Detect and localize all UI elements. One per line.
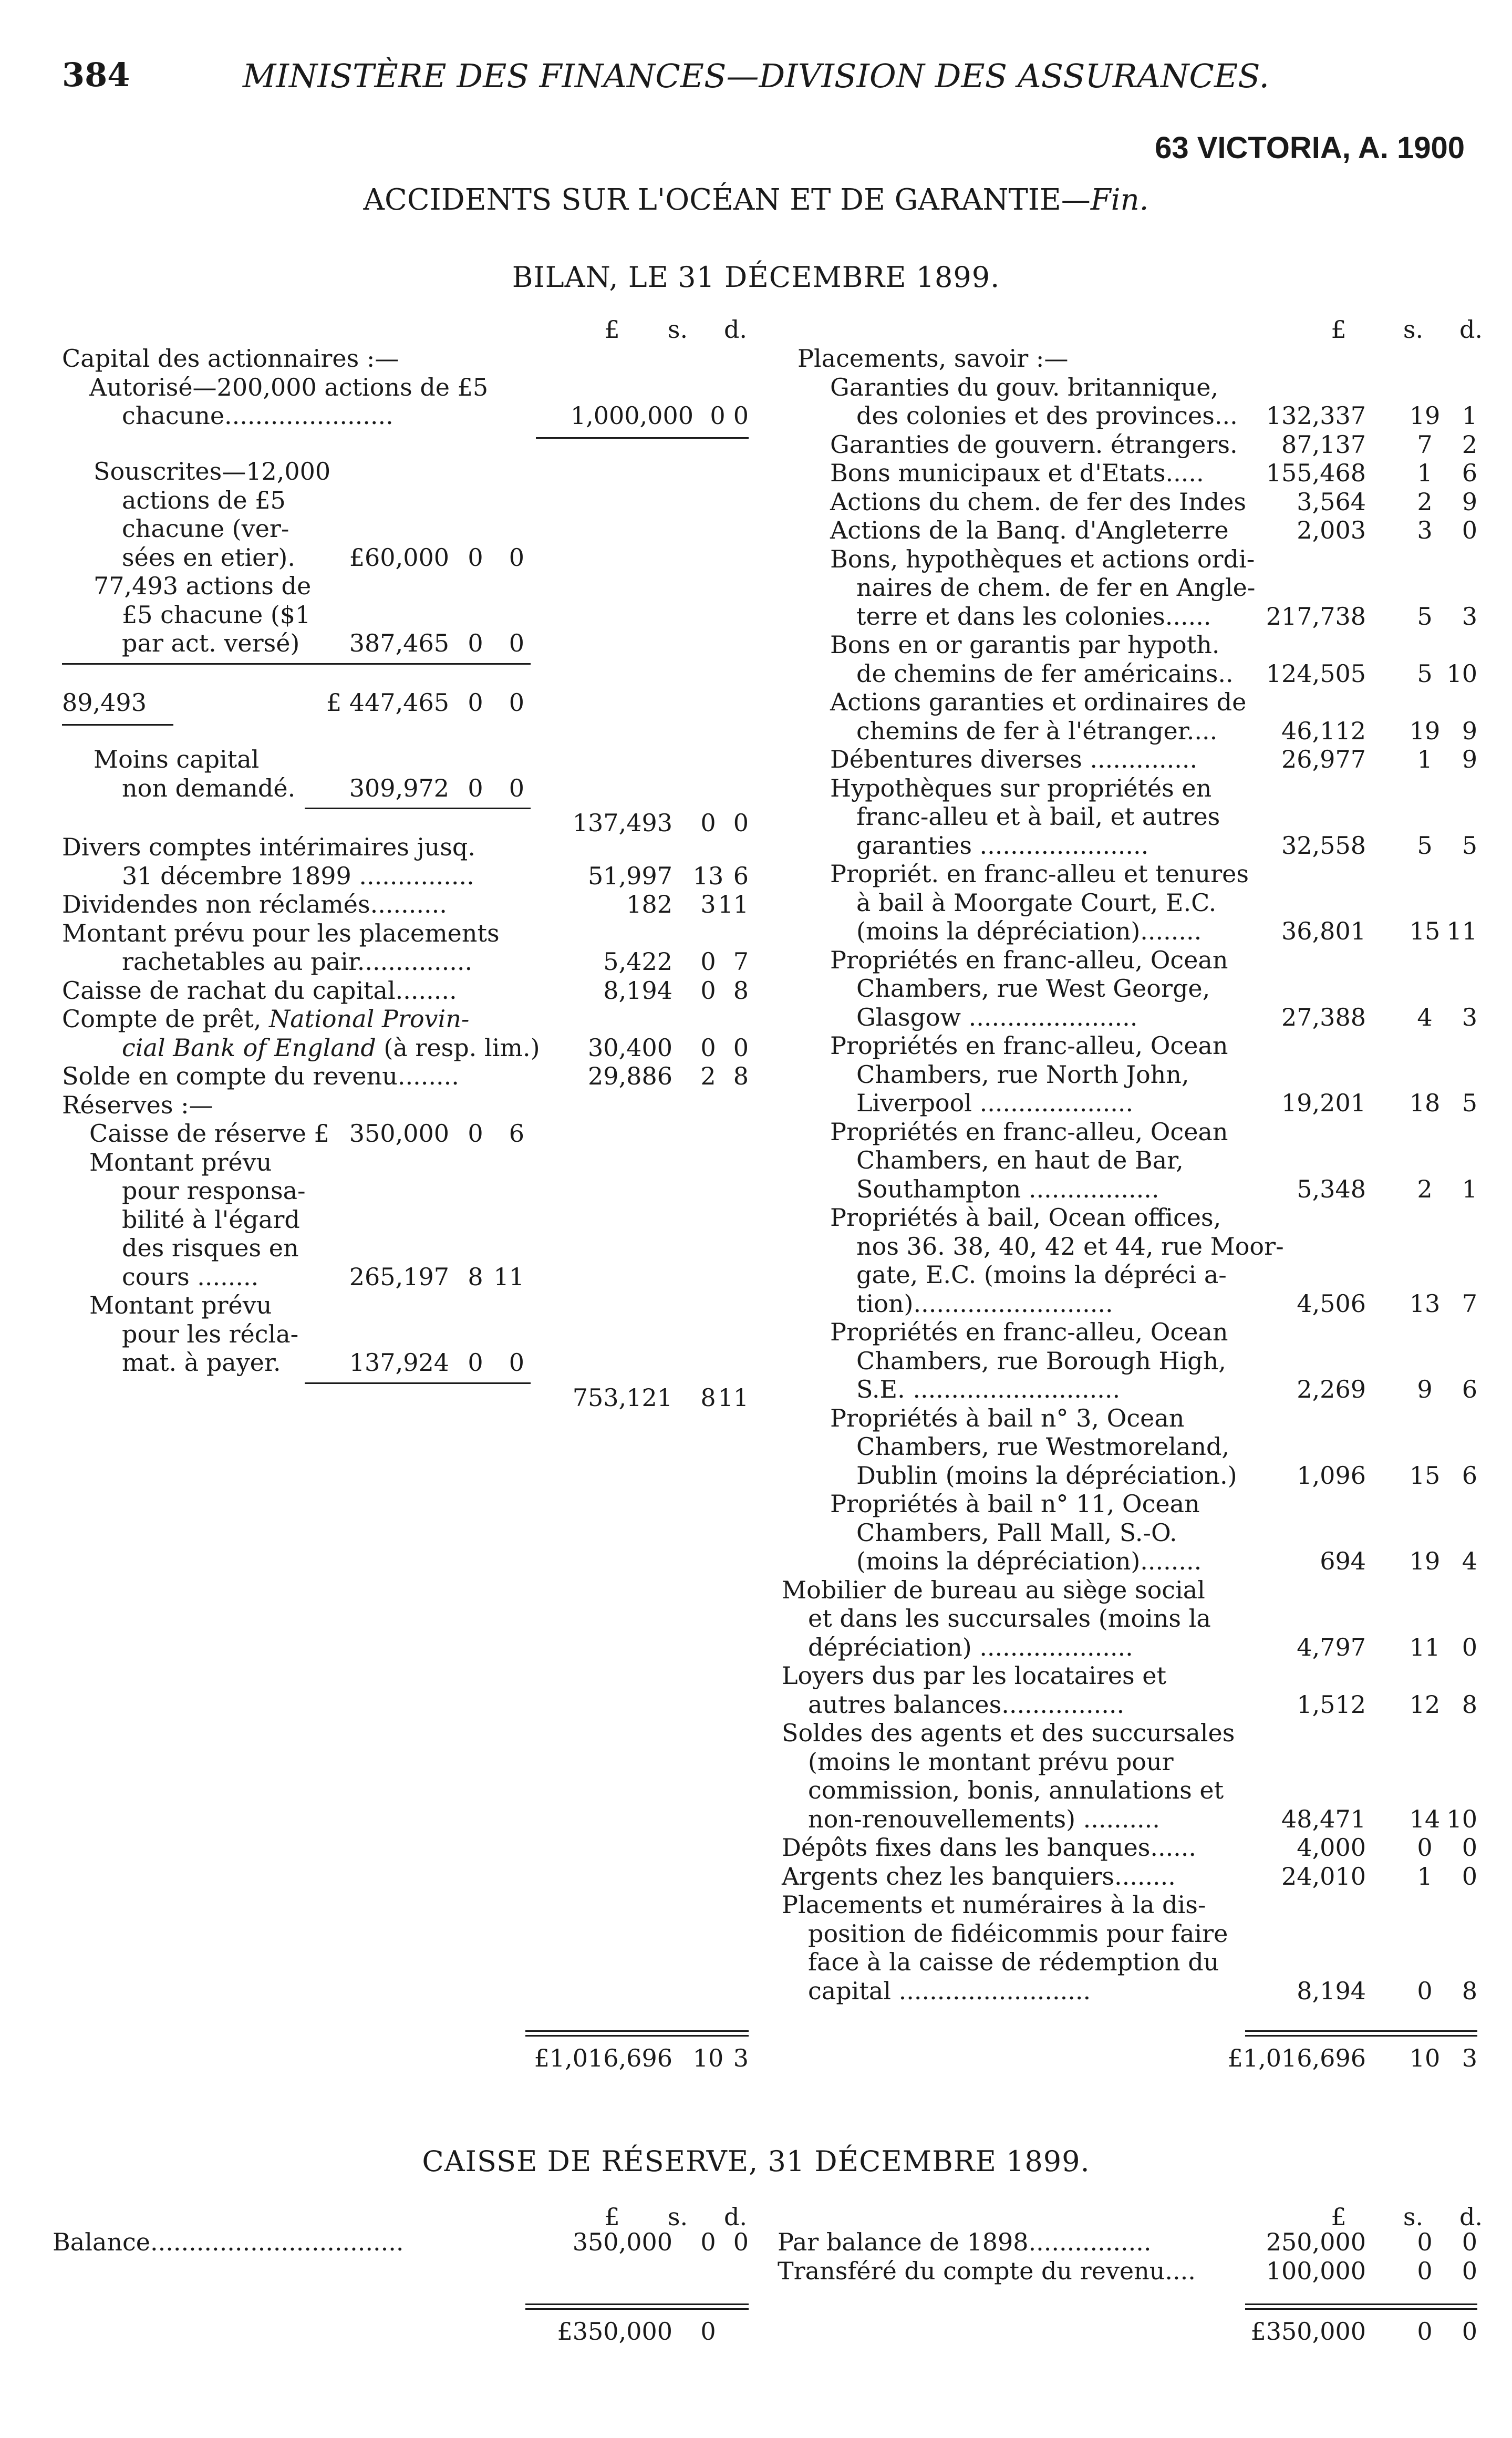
- asset-row-amount-pence: 4: [1462, 1547, 1477, 1575]
- asset-row-label: des colonies et des provinces...: [856, 401, 1238, 430]
- liabilities-grand-total-pence: 3: [733, 2044, 749, 2072]
- asset-row-amount-pounds: 2,269: [1297, 1375, 1366, 1403]
- asset-row-amount-pence: 0: [1462, 1833, 1477, 1862]
- asset-row-label: Hypothèques sur propriétés en: [830, 773, 1212, 802]
- asset-row-amount-pence: 10: [1446, 1804, 1477, 1833]
- rf-left-total-shillings: 0: [700, 2317, 716, 2346]
- asset-row-label: Propriét. en franc-alleu et tenures: [830, 860, 1249, 888]
- asset-row-label: (moins la dépréciation)........: [856, 1547, 1202, 1575]
- asset-row-amount-pence: 5: [1462, 1089, 1477, 1117]
- subscribed-line: chacune (ver-: [122, 514, 289, 543]
- asset-row-amount-pounds: 26,977: [1281, 745, 1366, 773]
- reserves-total-pounds: 753,121: [572, 1383, 672, 1412]
- asset-row-amount-shillings: 13: [1409, 1289, 1441, 1318]
- header-pounds-left: £: [604, 315, 620, 344]
- asset-row-amount-pence: 6: [1462, 1461, 1477, 1490]
- subscribed-paid-full-pounds: £60,000: [349, 543, 449, 572]
- asset-row-label: S.E. ...........................: [856, 1375, 1121, 1403]
- asset-row-label: autres balances................: [808, 1690, 1125, 1719]
- asset-row-label: nos 36. 38, 40, 42 et 44, rue Moor-: [856, 1232, 1284, 1261]
- balance-sheet-title-prefix: BILAN, LE: [512, 261, 669, 294]
- company-title: [0, 183, 1512, 217]
- asset-row-label: Propriétés à bail, Ocean offices,: [830, 1203, 1221, 1232]
- rf-header-pounds-right: £: [1331, 2203, 1347, 2231]
- reserve-fund-title: [0, 2145, 1512, 2178]
- uncalled-line: non demandé.: [122, 773, 296, 802]
- asset-row-amount-pence: 8: [1462, 1976, 1477, 2005]
- asset-row-label: position de fidéicommis pour faire: [808, 1919, 1228, 1948]
- liability-row-amount-pence: 8: [733, 1062, 749, 1090]
- asset-row-amount-pence: 7: [1462, 1289, 1477, 1318]
- asset-row-label: Bons, hypothèques et actions ordi-: [830, 544, 1255, 573]
- risks-line: Montant prévu: [89, 1148, 272, 1176]
- risks-line: des risques en: [122, 1234, 299, 1262]
- asset-row-amount-pounds: 5,348: [1297, 1174, 1366, 1203]
- unexpired-risks-pence: 11: [493, 1262, 524, 1291]
- liability-row-label: Dividendes non réclamés..........: [62, 890, 447, 918]
- reserve-fund-label: Caisse de réserve £: [89, 1119, 329, 1148]
- asset-row-amount-shillings: 1: [1417, 745, 1433, 773]
- asset-row-amount-pence: 1: [1462, 1174, 1477, 1203]
- reserves-total-pence: 11: [718, 1383, 749, 1412]
- liabilities-total-rule: [525, 2030, 749, 2037]
- asset-row-label: à bail à Moorgate Court, E.C.: [856, 888, 1217, 917]
- paid-up-capital-pence: 0: [733, 809, 749, 837]
- asset-row-amount-pence: 0: [1462, 1862, 1477, 1891]
- subscribed-line: Souscrites—12,000: [94, 457, 331, 485]
- rf-credit-amount-pence: 0: [1462, 2228, 1477, 2256]
- assets-heading: Placements, savoir :—: [798, 344, 1069, 373]
- asset-row-amount-shillings: 0: [1417, 1833, 1433, 1862]
- rf-credit-label: Par balance de 1898................: [778, 2228, 1152, 2256]
- asset-row-amount-shillings: 19: [1409, 1547, 1441, 1575]
- asset-row-label: Dépôts fixes dans les banques......: [782, 1833, 1197, 1862]
- rf-balance-label: Balance.................................: [53, 2228, 404, 2256]
- asset-row-label: Propriétés en franc-alleu, Ocean: [830, 1117, 1228, 1146]
- session-reference: 63 VICTORIA, A. 1900: [1155, 131, 1465, 165]
- liabilities-grand-total-shillings: 10: [692, 2044, 724, 2072]
- asset-row-amount-pounds: 87,137: [1281, 430, 1366, 459]
- reserves-heading: Réserves :—: [62, 1090, 213, 1119]
- asset-row-amount-pounds: 8,194: [1297, 1976, 1366, 2005]
- rf-header-shillings-right: s.: [1403, 2203, 1424, 2231]
- uncalled-capital-shillings: 0: [468, 773, 483, 802]
- subscribed-total-shillings: 0: [468, 688, 483, 717]
- asset-row-label: Liverpool ....................: [856, 1089, 1134, 1117]
- asset-row-label: Propriétés en franc-alleu, Ocean: [830, 1318, 1228, 1346]
- asset-row-label: Propriétés à bail n° 11, Ocean: [830, 1490, 1200, 1518]
- reserve-fund-title-date: 31 DÉCEMBRE 1899.: [758, 2145, 1090, 2178]
- asset-row-amount-shillings: 1: [1417, 1862, 1433, 1891]
- rf-left-total-pounds: £350,000: [557, 2317, 672, 2346]
- unexpired-risks-pounds: 265,197: [349, 1262, 449, 1291]
- assets-grand-total-pounds: £1,016,696: [1227, 2044, 1366, 2072]
- asset-row-amount-pence: 9: [1462, 487, 1477, 516]
- asset-row-label: (moins la dépréciation)........: [856, 917, 1202, 945]
- page-number: 384: [62, 56, 130, 94]
- header-pence-right: d.: [1459, 315, 1483, 344]
- liability-row-amount-shillings: 0: [700, 1033, 716, 1062]
- authorized-capital-pence: 0: [733, 401, 749, 430]
- reserves-total-shillings: 8: [700, 1383, 716, 1412]
- liability-row-amount-pence: 6: [733, 861, 749, 890]
- asset-row-amount-pounds: 124,505: [1266, 659, 1366, 688]
- rf-header-pence-left: d.: [723, 2203, 748, 2231]
- asset-row-amount-shillings: 4: [1417, 1003, 1433, 1031]
- asset-row-label: naires de chem. de fer en Angle-: [856, 573, 1256, 602]
- liability-row-label: Compte de prêt, National Provin-: [62, 1005, 470, 1033]
- company-title-suffix: Fin.: [1090, 183, 1149, 217]
- asset-row-label: Garanties de gouvern. étrangers.: [830, 430, 1238, 459]
- asset-row-label: Southampton .................: [856, 1174, 1159, 1203]
- liability-row-amount-pence: 8: [733, 976, 749, 1005]
- asset-row-label: Actions de la Banq. d'Angleterre: [830, 516, 1229, 544]
- liability-row-amount-pounds: 182: [626, 890, 672, 918]
- total-shares-rule: [62, 724, 173, 726]
- rf-balance-amount-shillings: 0: [700, 2228, 716, 2256]
- asset-row-amount-pounds: 155,468: [1266, 459, 1366, 487]
- asset-row-label: Propriétés à bail n° 3, Ocean: [830, 1403, 1185, 1432]
- asset-row-amount-pence: 0: [1462, 516, 1477, 544]
- asset-row-label: Argents chez les banquiers........: [782, 1862, 1176, 1891]
- asset-row-amount-pounds: 4,797: [1297, 1633, 1366, 1661]
- subscribed-total-pence: 0: [509, 688, 524, 717]
- asset-row-label: Soldes des agents et des succursales: [782, 1719, 1235, 1747]
- asset-row-label: terre et dans les colonies......: [856, 602, 1211, 631]
- asset-row-amount-shillings: 5: [1417, 602, 1433, 631]
- uncalled-capital-pence: 0: [509, 773, 524, 802]
- asset-row-amount-shillings: 0: [1417, 1976, 1433, 2005]
- asset-row-label: franc-alleu et à bail, et autres: [856, 802, 1220, 831]
- bank-name: cial Bank of England: [122, 1033, 376, 1062]
- authorized-capital-shillings: 0: [710, 401, 726, 430]
- liability-row-label: Solde en compte du revenu........: [62, 1062, 459, 1090]
- asset-row-label: non-renouvellements) ..........: [808, 1804, 1160, 1833]
- asset-row-amount-pounds: 1,512: [1297, 1690, 1366, 1719]
- risks-line: pour responsa-: [122, 1176, 306, 1205]
- liability-row-amount-shillings: 0: [700, 947, 716, 976]
- asset-row-amount-pounds: 694: [1320, 1547, 1366, 1575]
- asset-row-amount-shillings: 1: [1417, 459, 1433, 487]
- liability-row-label: Divers comptes intérimaires jusq.: [62, 833, 475, 861]
- claims-line: mat. à payer.: [122, 1348, 281, 1377]
- subscribed-partial-shillings: 0: [468, 629, 483, 657]
- asset-row-amount-shillings: 11: [1409, 1633, 1441, 1661]
- rf-header-shillings-left: s.: [667, 2203, 688, 2231]
- rf-credit-amount-pounds: 100,000: [1266, 2256, 1366, 2285]
- asset-row-label: Chambers, Pall Mall, S.-O.: [856, 1518, 1177, 1547]
- asset-row-label: Propriétés en franc-alleu, Ocean: [830, 1031, 1228, 1060]
- rf-balance-amount-pence: 0: [733, 2228, 749, 2256]
- subscribed-partial-pence: 0: [509, 629, 524, 657]
- authorized-line: chacune......................: [122, 401, 393, 430]
- uncalled-rule: [305, 808, 531, 809]
- liability-row-amount-pence: 0: [733, 1033, 749, 1062]
- asset-row-amount-shillings: 14: [1409, 1804, 1441, 1833]
- asset-row-label: commission, bonis, annulations et: [808, 1776, 1224, 1804]
- rf-right-total-rule: [1245, 2303, 1477, 2310]
- asset-row-label: Chambers, rue North John,: [856, 1060, 1189, 1089]
- asset-row-amount-shillings: 18: [1409, 1089, 1441, 1117]
- paid-up-capital-shillings: 0: [700, 809, 716, 837]
- asset-row-amount-shillings: 19: [1409, 716, 1441, 745]
- liability-row-amount-pounds: 5,422: [603, 947, 672, 976]
- rf-credit-amount-shillings: 0: [1417, 2228, 1433, 2256]
- subscribed-line: 77,493 actions de: [94, 572, 312, 600]
- liability-row-amount-shillings: 0: [700, 976, 716, 1005]
- asset-row-amount-shillings: 9: [1417, 1375, 1433, 1403]
- asset-row-amount-pence: 5: [1462, 831, 1477, 860]
- subscribed-line: actions de £5: [122, 485, 286, 514]
- asset-row-amount-pence: 6: [1462, 1375, 1477, 1403]
- risks-line: bilité à l'égard: [122, 1205, 300, 1234]
- authorized-capital-pounds: 1,000,000: [570, 401, 693, 430]
- asset-row-amount-pence: 9: [1462, 716, 1477, 745]
- liability-row-amount-pounds: 51,997: [588, 861, 672, 890]
- asset-row-label: capital .........................: [808, 1976, 1091, 2005]
- asset-row-amount-pence: 3: [1462, 1003, 1477, 1031]
- asset-row-amount-pence: 11: [1446, 917, 1477, 945]
- subscribed-paid-full-shillings: 0: [468, 543, 483, 572]
- asset-row-amount-pence: 9: [1462, 745, 1477, 773]
- rf-balance-amount-pounds: 350,000: [572, 2228, 672, 2256]
- asset-row-amount-pounds: 24,010: [1281, 1862, 1366, 1891]
- balance-sheet-title-date: 31 DÉCEMBRE 1899.: [678, 261, 1000, 294]
- asset-row-amount-pounds: 32,558: [1281, 831, 1366, 860]
- asset-row-amount-shillings: 7: [1417, 430, 1433, 459]
- asset-row-amount-pounds: 3,564: [1297, 487, 1366, 516]
- asset-row-label: Dublin (moins la dépréciation.): [856, 1461, 1237, 1490]
- reserve-fund-pounds: 350,000: [349, 1119, 449, 1148]
- subscribed-paid-full-pence: 0: [509, 543, 524, 572]
- rf-right-total-pence: 0: [1462, 2317, 1477, 2346]
- header-shillings-left: s.: [667, 315, 688, 344]
- asset-row-amount-pounds: 36,801: [1281, 917, 1366, 945]
- asset-row-label: Glasgow ......................: [856, 1003, 1138, 1031]
- liability-row-label: 31 décembre 1899 ...............: [122, 861, 474, 890]
- authorized-rule: [536, 437, 749, 439]
- rf-credit-amount-shillings: 0: [1417, 2256, 1433, 2285]
- assets-grand-total-pence: 3: [1462, 2044, 1477, 2072]
- asset-row-label: Chambers, rue West George,: [856, 974, 1210, 1003]
- liability-row-amount-pounds: 29,886: [588, 1062, 672, 1090]
- asset-row-amount-shillings: 15: [1409, 917, 1441, 945]
- asset-row-amount-pounds: 217,738: [1266, 602, 1366, 631]
- asset-row-label: (moins le montant prévu pour: [808, 1747, 1174, 1776]
- unexpired-risks-shillings: 8: [468, 1262, 483, 1291]
- asset-row-label: face à la caisse de rédemption du: [808, 1948, 1219, 1976]
- asset-row-amount-pounds: 27,388: [1281, 1003, 1366, 1031]
- liability-row-label: Montant prévu pour les placements: [62, 918, 500, 947]
- asset-row-amount-pounds: 19,201: [1281, 1089, 1366, 1117]
- rf-credit-amount-pence: 0: [1462, 2256, 1477, 2285]
- rf-header-pence-right: d.: [1459, 2203, 1483, 2231]
- liability-row-amount-pence: 7: [733, 947, 749, 976]
- liability-row-label: rachetables au pair...............: [122, 947, 473, 976]
- asset-row-label: Actions garanties et ordinaires de: [830, 688, 1247, 716]
- asset-row-amount-pence: 10: [1446, 659, 1477, 688]
- reserves-rule: [305, 1382, 531, 1384]
- asset-row-label: gate, E.C. (moins la dépréci a-: [856, 1261, 1227, 1289]
- outstanding-claims-pence: 0: [509, 1348, 524, 1377]
- subscribed-line: £5 chacune ($1: [122, 600, 311, 629]
- asset-row-amount-pence: 2: [1462, 430, 1477, 459]
- asset-row-label: Garanties du gouv. britannique,: [830, 373, 1219, 401]
- subscribed-partial-pounds: 387,465: [349, 629, 449, 657]
- asset-row-label: Bons municipaux et d'Etats.....: [830, 459, 1204, 487]
- assets-total-rule: [1245, 2030, 1477, 2037]
- asset-row-amount-shillings: 3: [1417, 516, 1433, 544]
- asset-row-label: Actions du chem. de fer des Indes: [830, 487, 1247, 516]
- asset-row-amount-shillings: 12: [1409, 1690, 1441, 1719]
- asset-row-label: Chambers, rue Borough High,: [856, 1346, 1226, 1375]
- outstanding-claims-pounds: 137,924: [349, 1348, 449, 1377]
- reserve-fund-pence: 6: [509, 1119, 524, 1148]
- balance-sheet-title: [0, 261, 1512, 294]
- asset-row-amount-shillings: 19: [1409, 401, 1441, 430]
- asset-row-amount-pounds: 46,112: [1281, 716, 1366, 745]
- asset-row-label: Placements et numéraires à la dis-: [782, 1891, 1206, 1919]
- rf-right-total-shillings: 0: [1417, 2317, 1433, 2346]
- liability-row-amount-shillings: 2: [700, 1062, 716, 1090]
- asset-row-amount-shillings: 5: [1417, 659, 1433, 688]
- asset-row-amount-shillings: 5: [1417, 831, 1433, 860]
- liability-row-amount-pence: 11: [718, 890, 749, 918]
- bank-name: National Provin-: [268, 1005, 470, 1033]
- reserve-fund-shillings: 0: [468, 1119, 483, 1148]
- asset-row-label: Chambers, en haut de Bar,: [856, 1146, 1184, 1174]
- asset-row-amount-shillings: 15: [1409, 1461, 1441, 1490]
- rf-credit-label: Transféré du compte du revenu....: [778, 2256, 1196, 2285]
- company-name: ACCIDENTS SUR L'OCÉAN ET DE GARANTIE—: [363, 183, 1091, 217]
- asset-row-label: chemins de fer à l'étranger....: [856, 716, 1218, 745]
- rf-credit-amount-pounds: 250,000: [1266, 2228, 1366, 2256]
- asset-row-label: Chambers, rue Westmoreland,: [856, 1432, 1230, 1461]
- running-title: MINISTÈRE DES FINANCES—DIVISION DES ASSURANCES.: [242, 57, 1270, 95]
- liability-row-label: Caisse de rachat du capital........: [62, 976, 457, 1005]
- asset-row-label: Propriétés en franc-alleu, Ocean: [830, 945, 1228, 974]
- asset-row-amount-pounds: 4,506: [1297, 1289, 1366, 1318]
- claims-line: pour les récla-: [122, 1319, 299, 1348]
- authorized-line: Autorisé—200,000 actions de £5: [89, 373, 489, 401]
- asset-row-label: Loyers dus par les locataires et: [782, 1661, 1166, 1690]
- uncalled-line: Moins capital: [94, 745, 260, 773]
- asset-row-amount-pence: 1: [1462, 401, 1477, 430]
- claims-line: Montant prévu: [89, 1291, 272, 1319]
- paid-up-capital-pounds: 137,493: [572, 809, 672, 837]
- subscribed-line: sées en etier).: [122, 543, 295, 572]
- asset-row-label: de chemins de fer américains..: [856, 659, 1234, 688]
- rf-left-total-rule: [525, 2303, 749, 2310]
- asset-row-label: garanties ......................: [856, 831, 1149, 860]
- asset-row-amount-pounds: 48,471: [1281, 1804, 1366, 1833]
- asset-row-amount-pence: 3: [1462, 602, 1477, 631]
- header-pence-left: d.: [723, 315, 748, 344]
- capital-heading: Capital des actionnaires :—: [62, 344, 399, 373]
- asset-row-amount-pence: 0: [1462, 1633, 1477, 1661]
- asset-row-amount-pounds: 2,003: [1297, 516, 1366, 544]
- asset-row-amount-pence: 6: [1462, 459, 1477, 487]
- liability-row-amount-pounds: 8,194: [603, 976, 672, 1005]
- asset-row-amount-pounds: 4,000: [1297, 1833, 1366, 1862]
- liability-row-amount-shillings: 13: [692, 861, 724, 890]
- asset-row-label: tion)..........................: [856, 1289, 1113, 1318]
- asset-row-label: Débentures diverses ..............: [830, 745, 1198, 773]
- outstanding-claims-shillings: 0: [468, 1348, 483, 1377]
- rf-header-pounds-left: £: [604, 2203, 620, 2231]
- risks-line: cours ........: [122, 1262, 259, 1291]
- asset-row-amount-pounds: 1,096: [1297, 1461, 1366, 1490]
- asset-row-amount-shillings: 2: [1417, 1174, 1433, 1203]
- subscribed-line: par act. versé): [122, 629, 300, 657]
- rf-right-total-pounds: £350,000: [1250, 2317, 1366, 2346]
- asset-row-label: et dans les succursales (moins la: [808, 1604, 1211, 1633]
- asset-row-label: Bons en or garantis par hypoth.: [830, 631, 1220, 659]
- asset-row-amount-pounds: 132,337: [1266, 401, 1366, 430]
- assets-grand-total-shillings: 10: [1409, 2044, 1441, 2072]
- subscribed-rule: [62, 663, 531, 665]
- asset-row-label: Mobilier de bureau au siège social: [782, 1575, 1205, 1604]
- asset-row-label: dépréciation) ....................: [808, 1633, 1133, 1661]
- liability-row-amount-shillings: 3: [700, 890, 716, 918]
- uncalled-capital-pounds: 309,972: [349, 773, 449, 802]
- liability-row-label: cial Bank of England (à resp. lim.): [122, 1033, 540, 1062]
- subscribed-total-pounds: £ 447,465: [326, 688, 449, 717]
- liability-row-amount-pounds: 30,400: [588, 1033, 672, 1062]
- reserve-fund-title-prefix: CAISSE DE RÉSERVE,: [422, 2145, 759, 2178]
- liabilities-grand-total-pounds: £1,016,696: [534, 2044, 672, 2072]
- header-pounds-right: £: [1331, 315, 1347, 344]
- asset-row-amount-pence: 8: [1462, 1690, 1477, 1719]
- asset-row-amount-shillings: 2: [1417, 487, 1433, 516]
- header-shillings-right: s.: [1403, 315, 1424, 344]
- total-shares: 89,493: [62, 688, 147, 717]
